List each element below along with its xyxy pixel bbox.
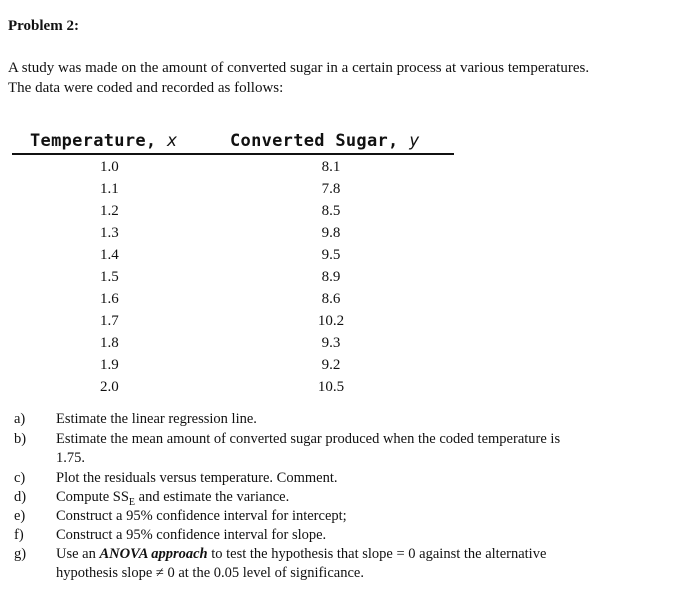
question-text: Construct a 95% confidence interval for intercept; (56, 508, 347, 524)
cell-x: 1.4 (100, 247, 119, 263)
cell-x: 1.1 (100, 181, 119, 197)
table-header-temperature (30, 131, 178, 151)
cell-y: 9.2 (321, 357, 341, 373)
question-text-cont: 1.75. (56, 450, 85, 466)
question-label: c) (14, 470, 26, 486)
question-label: f) (14, 527, 24, 543)
header-y-var: y (409, 131, 420, 151)
cell-y: 8.5 (321, 203, 341, 219)
anova-emphasis: ANOVA approach (99, 546, 208, 562)
cell-x: 1.7 (100, 313, 119, 329)
cell-y: 8.6 (321, 291, 341, 307)
cell-y: 9.3 (321, 335, 341, 351)
question-label: d) (14, 489, 27, 505)
cell-y: 10.2 (317, 313, 345, 329)
problem-title: Problem 2: (8, 18, 79, 34)
cell-x: 1.6 (100, 291, 119, 307)
question-text-pre: Use an (56, 546, 100, 562)
cell-y: 10.5 (317, 379, 345, 395)
question-text-cont: hypothesis slope ≠ 0 at the 0.05 level of significance. (56, 565, 364, 581)
question-text: Plot the residuals versus temperature. Comment. (56, 470, 338, 486)
question-label: e) (14, 508, 26, 524)
cell-x: 1.3 (100, 225, 119, 241)
intro-line-1: A study was made on the amount of converted sugar in a certain process at various temperatures. (8, 60, 590, 76)
cell-x: 1.0 (100, 159, 119, 175)
header-x-label: Temperature, (30, 131, 157, 151)
question-label: b) (14, 431, 27, 447)
table-header-sugar (230, 131, 420, 151)
intro-line-2: The data were coded and recorded as follows: (8, 80, 284, 96)
question-label: g) (14, 546, 27, 562)
question-text-post: to test the hypothesis that slope = 0 against the alternative (207, 546, 547, 562)
cell-x: 1.5 (100, 269, 119, 285)
question-text: Estimate the mean amount of converted sugar produced when the coded temperature is (56, 431, 561, 447)
cell-x: 1.9 (100, 357, 119, 373)
cell-y: 8.1 (321, 159, 341, 175)
header-x-var: x (166, 131, 178, 151)
header-y-label: Converted Sugar, (230, 131, 399, 151)
cell-y: 8.9 (321, 269, 341, 285)
cell-x: 2.0 (100, 379, 119, 395)
question-text (56, 545, 546, 564)
cell-y: 9.5 (321, 247, 341, 263)
question-text-pre: Compute SS (56, 489, 129, 505)
question-text: Estimate the linear regression line. (56, 411, 257, 427)
cell-x: 1.8 (100, 335, 119, 351)
question-label: a) (14, 411, 26, 427)
cell-x: 1.2 (100, 203, 119, 219)
sse-subscript: E (128, 496, 136, 508)
table-header-rule (12, 153, 454, 155)
intro-paragraph (8, 58, 688, 98)
cell-y: 9.8 (321, 225, 341, 241)
question-text-post: and estimate the variance. (135, 489, 290, 505)
cell-y: 7.8 (321, 181, 341, 197)
question-text: Construct a 95% confidence interval for slope. (56, 527, 327, 543)
